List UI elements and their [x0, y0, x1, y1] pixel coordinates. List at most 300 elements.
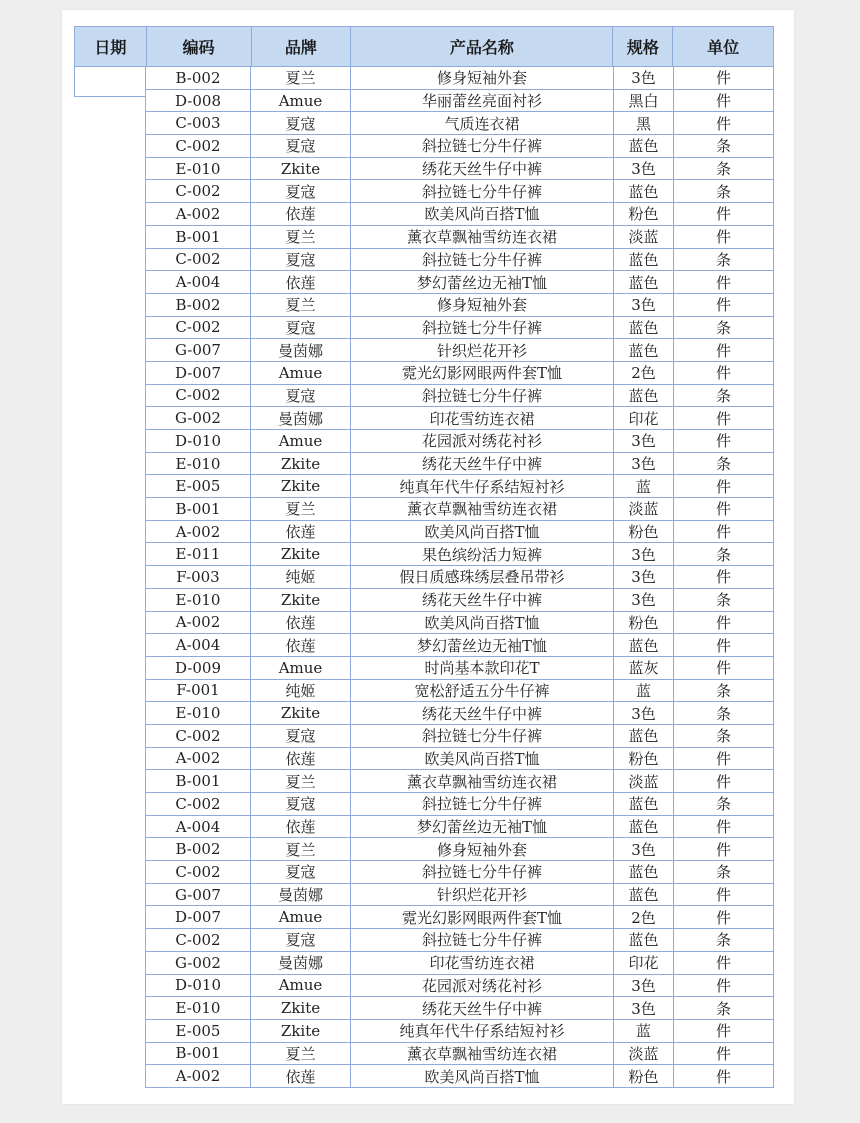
cell-product-name: 花园派对绣花衬衫 [351, 430, 614, 453]
cell-unit: 条 [674, 997, 774, 1020]
cell-code: G-007 [146, 884, 251, 907]
cell-code: B-002 [146, 838, 251, 861]
table-row [74, 135, 774, 158]
cell-code: E-010 [146, 997, 251, 1020]
cell-product-name: 斜拉链七分牛仔裤 [351, 725, 614, 748]
cell-code: C-002 [146, 929, 251, 952]
cell-spec: 蓝色 [614, 634, 674, 657]
cell-code: C-002 [146, 180, 251, 203]
cell-date [74, 929, 146, 952]
cell-spec: 3色 [614, 158, 674, 181]
cell-brand: 夏兰 [251, 838, 351, 861]
table-row [74, 67, 774, 90]
cell-code: E-010 [146, 589, 251, 612]
cell-brand: Zkite [251, 997, 351, 1020]
cell-date [74, 362, 146, 385]
cell-code: C-002 [146, 725, 251, 748]
cell-code: A-004 [146, 271, 251, 294]
table-row [74, 362, 774, 385]
table-row [74, 793, 774, 816]
cell-spec: 蓝色 [614, 135, 674, 158]
cell-spec: 印花 [614, 407, 674, 430]
cell-brand: 夏寇 [251, 317, 351, 340]
cell-brand: Amue [251, 90, 351, 113]
cell-product-name: 欧美风尚百搭T恤 [351, 521, 614, 544]
table-row [74, 634, 774, 657]
cell-code: B-002 [146, 67, 251, 90]
cell-date [74, 317, 146, 340]
cell-code: A-002 [146, 203, 251, 226]
table-row [74, 906, 774, 929]
cell-date [74, 430, 146, 453]
cell-unit: 件 [674, 975, 774, 998]
cell-date [74, 1020, 146, 1043]
cell-spec: 蓝色 [614, 339, 674, 362]
cell-product-name: 薰衣草飘袖雪纺连衣裙 [351, 1043, 614, 1066]
cell-brand: 纯姬 [251, 566, 351, 589]
cell-unit: 件 [674, 1020, 774, 1043]
cell-code: D-007 [146, 906, 251, 929]
cell-date [74, 453, 146, 476]
cell-code: E-005 [146, 475, 251, 498]
header-brand: 品牌 [252, 27, 352, 66]
cell-code: D-010 [146, 430, 251, 453]
cell-date [74, 566, 146, 589]
cell-unit: 条 [674, 385, 774, 408]
cell-spec: 2色 [614, 362, 674, 385]
cell-brand: 依莲 [251, 816, 351, 839]
cell-unit: 件 [674, 748, 774, 771]
cell-product-name: 假日质感珠绣层叠吊带衫 [351, 566, 614, 589]
table-row [74, 430, 774, 453]
cell-product-name: 欧美风尚百搭T恤 [351, 612, 614, 635]
cell-date [74, 543, 146, 566]
cell-product-name: 绣花天丝牛仔中裤 [351, 453, 614, 476]
cell-product-name: 修身短袖外套 [351, 67, 614, 90]
cell-product-name: 梦幻蕾丝边无袖T恤 [351, 271, 614, 294]
cell-unit: 件 [674, 339, 774, 362]
table-row [74, 612, 774, 635]
cell-spec: 3色 [614, 453, 674, 476]
cell-brand: Amue [251, 430, 351, 453]
cell-brand: 依莲 [251, 271, 351, 294]
table-row [74, 475, 774, 498]
cell-code: B-001 [146, 226, 251, 249]
cell-brand: 夏寇 [251, 112, 351, 135]
table-row [74, 589, 774, 612]
cell-date [74, 135, 146, 158]
table-row [74, 249, 774, 272]
cell-spec: 蓝色 [614, 249, 674, 272]
cell-brand: 夏兰 [251, 498, 351, 521]
cell-unit: 件 [674, 67, 774, 90]
cell-product-name: 斜拉链七分牛仔裤 [351, 249, 614, 272]
cell-product-name: 绣花天丝牛仔中裤 [351, 997, 614, 1020]
table-row [74, 657, 774, 680]
cell-date [74, 271, 146, 294]
cell-brand: Amue [251, 906, 351, 929]
cell-code: B-001 [146, 770, 251, 793]
cell-spec: 淡蓝 [614, 770, 674, 793]
cell-unit: 件 [674, 430, 774, 453]
cell-spec: 黑 [614, 112, 674, 135]
cell-unit: 条 [674, 180, 774, 203]
cell-code: C-002 [146, 793, 251, 816]
cell-date [74, 226, 146, 249]
cell-spec: 蓝色 [614, 884, 674, 907]
cell-brand: 夏寇 [251, 861, 351, 884]
cell-spec: 淡蓝 [614, 1043, 674, 1066]
cell-date [74, 680, 146, 703]
cell-spec: 蓝色 [614, 861, 674, 884]
cell-code: E-005 [146, 1020, 251, 1043]
cell-date [74, 1065, 146, 1088]
cell-code: E-010 [146, 453, 251, 476]
cell-unit: 件 [674, 1065, 774, 1088]
cell-spec: 3色 [614, 430, 674, 453]
cell-date [74, 838, 146, 861]
table-row [74, 861, 774, 884]
cell-spec: 粉色 [614, 203, 674, 226]
cell-spec: 3色 [614, 67, 674, 90]
cell-date [74, 475, 146, 498]
cell-date [74, 884, 146, 907]
cell-date [74, 112, 146, 135]
table-row [74, 294, 774, 317]
cell-brand: 夏兰 [251, 294, 351, 317]
cell-date [74, 975, 146, 998]
cell-code: E-010 [146, 702, 251, 725]
table-row [74, 407, 774, 430]
cell-product-name: 纯真年代牛仔系结短衬衫 [351, 475, 614, 498]
cell-code: F-001 [146, 680, 251, 703]
cell-spec: 3色 [614, 975, 674, 998]
cell-unit: 条 [674, 158, 774, 181]
cell-unit: 件 [674, 657, 774, 680]
cell-product-name: 绣花天丝牛仔中裤 [351, 158, 614, 181]
cell-code: D-008 [146, 90, 251, 113]
header-spec: 规格 [613, 27, 673, 66]
table-row [74, 975, 774, 998]
cell-brand: 夏寇 [251, 135, 351, 158]
table-row [74, 884, 774, 907]
cell-spec: 蓝色 [614, 725, 674, 748]
table-row [74, 929, 774, 952]
cell-code: C-002 [146, 135, 251, 158]
cell-unit: 条 [674, 317, 774, 340]
cell-code: C-003 [146, 112, 251, 135]
cell-code: D-007 [146, 362, 251, 385]
cell-spec: 印花 [614, 952, 674, 975]
cell-unit: 件 [674, 612, 774, 635]
cell-unit: 件 [674, 90, 774, 113]
table-row [74, 566, 774, 589]
cell-product-name: 绣花天丝牛仔中裤 [351, 589, 614, 612]
cell-code: B-001 [146, 498, 251, 521]
table-row [74, 112, 774, 135]
table-row [74, 1020, 774, 1043]
cell-code: C-002 [146, 249, 251, 272]
cell-spec: 蓝色 [614, 385, 674, 408]
table-row [74, 543, 774, 566]
cell-product-name: 薰衣草飘袖雪纺连衣裙 [351, 770, 614, 793]
cell-date [74, 407, 146, 430]
cell-product-name: 斜拉链七分牛仔裤 [351, 929, 614, 952]
cell-brand: 夏寇 [251, 385, 351, 408]
cell-code: A-004 [146, 634, 251, 657]
cell-product-name: 斜拉链七分牛仔裤 [351, 861, 614, 884]
cell-product-name: 斜拉链七分牛仔裤 [351, 180, 614, 203]
cell-date [74, 793, 146, 816]
cell-code: C-002 [146, 317, 251, 340]
cell-product-name: 欧美风尚百搭T恤 [351, 203, 614, 226]
cell-spec: 蓝灰 [614, 657, 674, 680]
cell-spec: 蓝 [614, 1020, 674, 1043]
table-row [74, 952, 774, 975]
table-row [74, 702, 774, 725]
table-row [74, 317, 774, 340]
cell-brand: 依莲 [251, 612, 351, 635]
cell-product-name: 斜拉链七分牛仔裤 [351, 317, 614, 340]
cell-brand: 曼茵娜 [251, 339, 351, 362]
cell-date [74, 997, 146, 1020]
cell-spec: 3色 [614, 997, 674, 1020]
table-row [74, 385, 774, 408]
cell-product-name: 斜拉链七分牛仔裤 [351, 793, 614, 816]
cell-spec: 3色 [614, 566, 674, 589]
cell-product-name: 霓光幻影网眼两件套T恤 [351, 906, 614, 929]
cell-unit: 件 [674, 203, 774, 226]
cell-unit: 条 [674, 702, 774, 725]
cell-unit: 件 [674, 294, 774, 317]
cell-spec: 黑白 [614, 90, 674, 113]
cell-product-name: 梦幻蕾丝边无袖T恤 [351, 634, 614, 657]
cell-spec: 淡蓝 [614, 498, 674, 521]
cell-date [74, 861, 146, 884]
cell-code: D-010 [146, 975, 251, 998]
cell-product-name: 针织烂花开衫 [351, 339, 614, 362]
cell-product-name: 纯真年代牛仔系结短衬衫 [351, 1020, 614, 1043]
cell-spec: 3色 [614, 543, 674, 566]
cell-product-name: 梦幻蕾丝边无袖T恤 [351, 816, 614, 839]
cell-brand: 夏寇 [251, 725, 351, 748]
cell-unit: 条 [674, 929, 774, 952]
cell-code: F-003 [146, 566, 251, 589]
table-header-row [74, 26, 774, 67]
cell-brand: Zkite [251, 1020, 351, 1043]
cell-spec: 3色 [614, 702, 674, 725]
header-code: 编码 [147, 27, 252, 66]
cell-date [74, 657, 146, 680]
cell-date [74, 702, 146, 725]
table-body [74, 67, 774, 1088]
cell-code: G-002 [146, 952, 251, 975]
table-row [74, 997, 774, 1020]
cell-spec: 蓝色 [614, 929, 674, 952]
cell-date [74, 634, 146, 657]
cell-product-name: 针织烂花开衫 [351, 884, 614, 907]
cell-spec: 2色 [614, 906, 674, 929]
cell-code: A-002 [146, 1065, 251, 1088]
cell-brand: Zkite [251, 475, 351, 498]
cell-spec: 蓝色 [614, 180, 674, 203]
cell-unit: 条 [674, 725, 774, 748]
cell-brand: 夏兰 [251, 770, 351, 793]
cell-brand: 依莲 [251, 748, 351, 771]
header-product-name: 产品名称 [351, 27, 613, 66]
cell-unit: 件 [674, 362, 774, 385]
table-row [74, 498, 774, 521]
cell-product-name: 印花雪纺连衣裙 [351, 952, 614, 975]
cell-brand: 依莲 [251, 1065, 351, 1088]
cell-spec: 粉色 [614, 612, 674, 635]
cell-product-name: 气质连衣裙 [351, 112, 614, 135]
cell-brand: 夏寇 [251, 249, 351, 272]
cell-spec: 粉色 [614, 521, 674, 544]
cell-unit: 件 [674, 634, 774, 657]
cell-unit: 件 [674, 770, 774, 793]
cell-unit: 条 [674, 453, 774, 476]
cell-unit: 条 [674, 793, 774, 816]
cell-date [74, 339, 146, 362]
table-row [74, 838, 774, 861]
cell-code: C-002 [146, 385, 251, 408]
table-row [74, 1043, 774, 1066]
date-column-edge [74, 67, 146, 97]
cell-date [74, 770, 146, 793]
cell-unit: 件 [674, 1043, 774, 1066]
cell-spec: 淡蓝 [614, 226, 674, 249]
table-row [74, 180, 774, 203]
cell-code: A-002 [146, 748, 251, 771]
cell-unit: 件 [674, 838, 774, 861]
table-row [74, 339, 774, 362]
cell-product-name: 华丽蕾丝亮面衬衫 [351, 90, 614, 113]
cell-code: A-004 [146, 816, 251, 839]
cell-spec: 蓝色 [614, 816, 674, 839]
table-row [74, 725, 774, 748]
cell-date [74, 816, 146, 839]
table-row [74, 158, 774, 181]
cell-unit: 条 [674, 861, 774, 884]
cell-brand: 曼茵娜 [251, 884, 351, 907]
cell-brand: 夏寇 [251, 929, 351, 952]
cell-spec: 蓝 [614, 680, 674, 703]
cell-product-name: 果色缤纷活力短裤 [351, 543, 614, 566]
cell-unit: 件 [674, 521, 774, 544]
cell-unit: 件 [674, 884, 774, 907]
cell-brand: Amue [251, 975, 351, 998]
cell-brand: 纯姬 [251, 680, 351, 703]
cell-brand: Amue [251, 657, 351, 680]
cell-unit: 件 [674, 498, 774, 521]
cell-unit: 条 [674, 543, 774, 566]
table-row [74, 521, 774, 544]
cell-product-name: 斜拉链七分牛仔裤 [351, 135, 614, 158]
cell-date [74, 748, 146, 771]
cell-spec: 蓝色 [614, 317, 674, 340]
cell-unit: 件 [674, 112, 774, 135]
cell-product-name: 花园派对绣花衬衫 [351, 975, 614, 998]
cell-brand: 夏兰 [251, 1043, 351, 1066]
cell-spec: 蓝色 [614, 271, 674, 294]
cell-date [74, 952, 146, 975]
cell-spec: 蓝 [614, 475, 674, 498]
table-row [74, 816, 774, 839]
cell-code: B-001 [146, 1043, 251, 1066]
cell-unit: 条 [674, 680, 774, 703]
cell-brand: 依莲 [251, 203, 351, 226]
cell-brand: 夏兰 [251, 226, 351, 249]
cell-brand: 依莲 [251, 521, 351, 544]
cell-brand: 曼茵娜 [251, 952, 351, 975]
cell-date [74, 249, 146, 272]
table-row [74, 271, 774, 294]
cell-product-name: 霓光幻影网眼两件套T恤 [351, 362, 614, 385]
cell-code: A-002 [146, 521, 251, 544]
header-unit: 单位 [707, 38, 740, 57]
cell-unit: 件 [674, 952, 774, 975]
cell-date [74, 521, 146, 544]
cell-date [74, 589, 146, 612]
cell-spec: 蓝色 [614, 793, 674, 816]
cell-date [74, 1043, 146, 1066]
cell-brand: Zkite [251, 543, 351, 566]
cell-spec: 3色 [614, 294, 674, 317]
cell-date [74, 180, 146, 203]
cell-spec: 3色 [614, 589, 674, 612]
cell-unit: 件 [674, 566, 774, 589]
cell-unit: 件 [674, 271, 774, 294]
cell-code: C-002 [146, 861, 251, 884]
cell-code: E-010 [146, 158, 251, 181]
cell-unit: 件 [674, 407, 774, 430]
cell-product-name: 宽松舒适五分牛仔裤 [351, 680, 614, 703]
cell-date [74, 906, 146, 929]
header-date: 日期 [75, 27, 147, 66]
cell-product-name: 绣花天丝牛仔中裤 [351, 702, 614, 725]
cell-code: G-007 [146, 339, 251, 362]
cell-product-name: 斜拉链七分牛仔裤 [351, 385, 614, 408]
table-row [74, 203, 774, 226]
cell-unit: 件 [674, 226, 774, 249]
cell-product-name: 时尚基本款印花T [351, 657, 614, 680]
cell-brand: Zkite [251, 158, 351, 181]
cell-product-name: 修身短袖外套 [351, 294, 614, 317]
table-row [74, 680, 774, 703]
cell-code: G-002 [146, 407, 251, 430]
cell-code: E-011 [146, 543, 251, 566]
table-row [74, 226, 774, 249]
cell-date [74, 294, 146, 317]
cell-code: D-009 [146, 657, 251, 680]
cell-code: A-002 [146, 612, 251, 635]
cell-date [74, 203, 146, 226]
cell-unit: 条 [674, 135, 774, 158]
cell-date [74, 158, 146, 181]
cell-brand: Zkite [251, 453, 351, 476]
cell-product-name: 薰衣草飘袖雪纺连衣裙 [351, 498, 614, 521]
cell-spec: 粉色 [614, 1065, 674, 1088]
cell-brand: 夏兰 [251, 67, 351, 90]
table-row [74, 90, 774, 113]
cell-product-name: 欧美风尚百搭T恤 [351, 1065, 614, 1088]
cell-unit: 件 [674, 475, 774, 498]
cell-product-name: 欧美风尚百搭T恤 [351, 748, 614, 771]
table-row [74, 453, 774, 476]
cell-product-name: 薰衣草飘袖雪纺连衣裙 [351, 226, 614, 249]
cell-unit: 条 [674, 589, 774, 612]
